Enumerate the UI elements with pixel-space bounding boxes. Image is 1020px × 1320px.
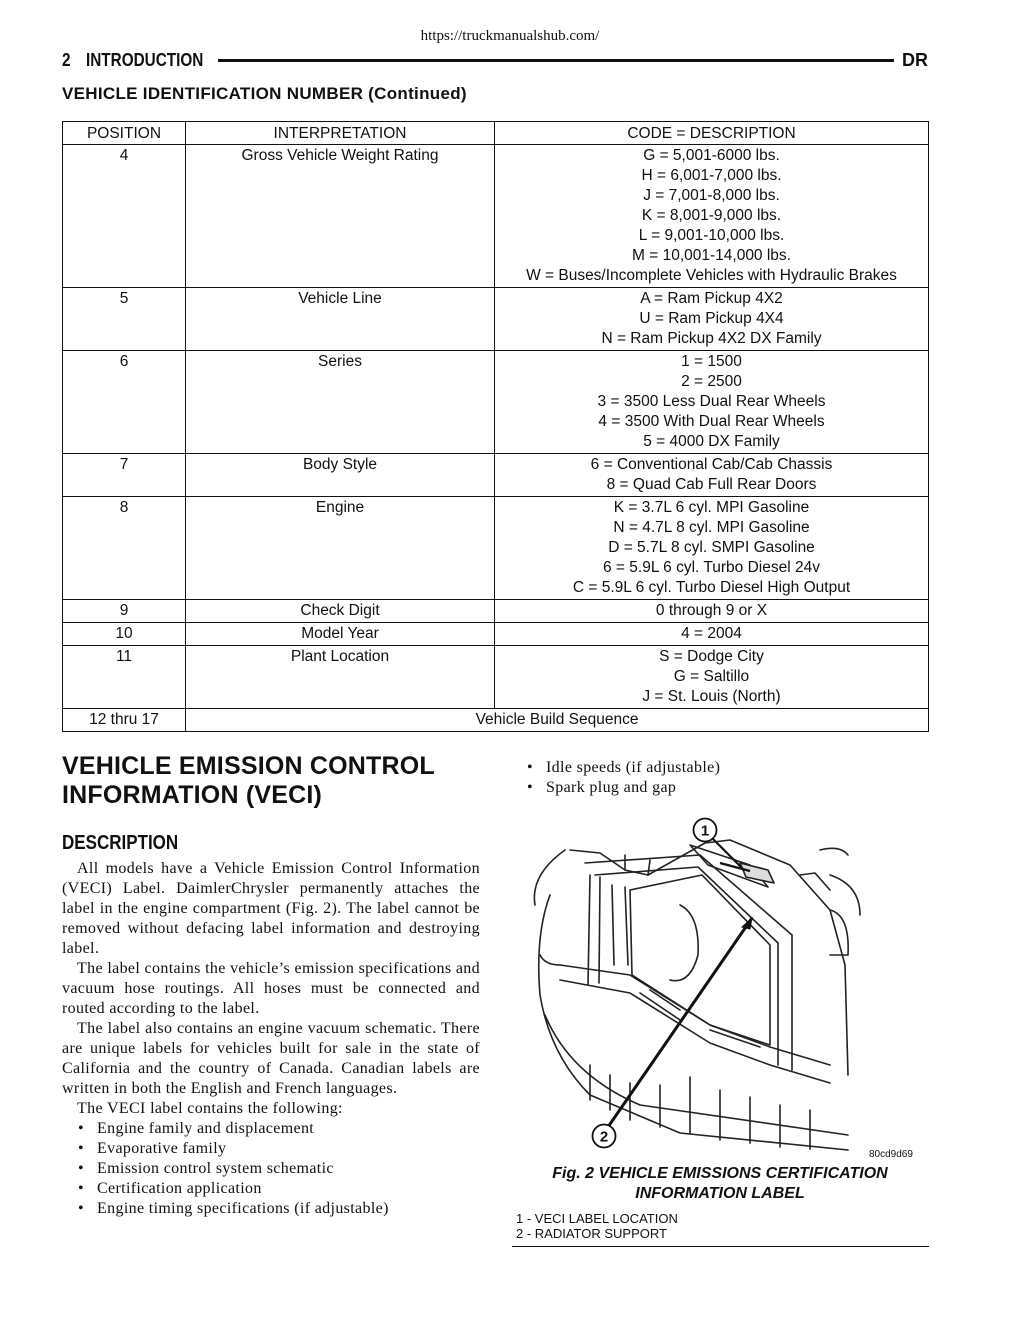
- interpretation-cell: Model Year: [186, 623, 495, 646]
- description-heading: DESCRIPTION: [62, 832, 179, 854]
- veci-contents-list-continued: [527, 758, 927, 798]
- table-row: [63, 623, 929, 646]
- table-row: [63, 709, 929, 732]
- code-line: S = Dodge City: [659, 648, 764, 665]
- table-row: [63, 145, 929, 288]
- paragraph: The label also contains an engine vacuum schematic. There are unique labels for vehicles built for sale in the state of California and the country of Canada. Canadian labels are written in both the English and French languages.: [62, 1020, 480, 1097]
- code-line: K = 3.7L 6 cyl. MPI Gasoline: [613, 499, 810, 516]
- code-line: 4 = 2004: [681, 625, 742, 642]
- legend-divider: [512, 1246, 929, 1247]
- code-line: 8 = Quad Cab Full Rear Doors: [606, 476, 817, 493]
- code-line: 2 = 2500: [681, 373, 742, 390]
- section-title: INTRODUCTION: [86, 49, 204, 70]
- callout-1-label: 1: [700, 822, 710, 840]
- list-item: • Engine family and displacement: [78, 1119, 480, 1139]
- list-item: • Spark plug and gap: [527, 778, 927, 798]
- header-rule: [218, 59, 894, 62]
- position-cell: 9: [63, 600, 186, 623]
- veci-section: [62, 752, 480, 1219]
- position-cell: 12 thru 17: [63, 709, 186, 732]
- code-line: 6 = 5.9L 6 cyl. Turbo Diesel 24v: [603, 559, 820, 576]
- interpretation-cell: Vehicle Line: [186, 288, 495, 351]
- list-item: • Certification application: [78, 1179, 480, 1199]
- veci-title: [62, 752, 480, 810]
- code-line: G = 5,001-6000 lbs.: [643, 147, 780, 164]
- code-line: C = 5.9L 6 cyl. Turbo Diesel High Output: [572, 579, 851, 596]
- code-line: 3 = 3500 Less Dual Rear Wheels: [597, 393, 826, 410]
- code-cell: [495, 646, 929, 709]
- legend-item: 2 - RADIATOR SUPPORT: [516, 1226, 667, 1241]
- paragraph: The label contains the vehicle’s emission specifications and vacuum hose routings. All hoses must be connected and routed according to the label.: [62, 960, 480, 1017]
- interpretation-cell: Engine: [186, 497, 495, 600]
- code-line: W = Buses/Incomplete Vehicles with Hydraulic Brakes: [526, 267, 897, 284]
- legend-item: 1 - VECI LABEL LOCATION: [516, 1211, 678, 1226]
- source-url[interactable]: https://truckmanualshub.com/: [420, 28, 600, 44]
- code-line: M = 10,001-14,000 lbs.: [632, 247, 791, 264]
- code-line: N = 4.7L 8 cyl. MPI Gasoline: [613, 519, 810, 536]
- veci-contents-list: [62, 1119, 480, 1219]
- code-cell: [495, 454, 929, 497]
- table-row: [63, 454, 929, 497]
- position-cell: 11: [63, 646, 186, 709]
- paragraph: The VECI label contains the following:: [77, 1100, 343, 1117]
- interpretation-cell: Body Style: [186, 454, 495, 497]
- position-cell: 8: [63, 497, 186, 600]
- figure-caption: [512, 1164, 928, 1204]
- code-cell: [495, 623, 929, 646]
- list-item: • Evaporative family: [78, 1139, 480, 1159]
- position-cell: 4: [63, 145, 186, 288]
- veci-label-illustration: [530, 815, 930, 1165]
- list-item: • Idle speeds (if adjustable): [527, 758, 927, 778]
- column-header-position: POSITION: [63, 122, 186, 145]
- interpretation-cell: Gross Vehicle Weight Rating: [186, 145, 495, 288]
- build-sequence-cell: Vehicle Build Sequence: [186, 709, 929, 732]
- table-row: [63, 600, 929, 623]
- page-header: [62, 49, 928, 71]
- position-cell: 6: [63, 351, 186, 454]
- code-cell: [495, 288, 929, 351]
- code-line: H = 6,001-7,000 lbs.: [641, 167, 782, 184]
- figure-caption-line1: Fig. 2 VEHICLE EMISSIONS CERTIFICATION: [552, 1165, 888, 1182]
- position-cell: 5: [63, 288, 186, 351]
- table-row: [63, 497, 929, 600]
- code-line: G = Saltillo: [673, 668, 750, 685]
- figure-caption-line2: INFORMATION LABEL: [635, 1185, 805, 1202]
- code-line: U = Ram Pickup 4X4: [639, 310, 784, 327]
- code-line: 6 = Conventional Cab/Cab Chassis: [590, 456, 833, 473]
- figure-code: 80cd9d69: [869, 1149, 913, 1160]
- code-line: 1 = 1500: [681, 353, 742, 370]
- position-cell: 10: [63, 623, 186, 646]
- code-line: A = Ram Pickup 4X2: [640, 290, 783, 307]
- code-line: L = 9,001-10,000 lbs.: [638, 227, 785, 244]
- code-line: J = 7,001-8,000 lbs.: [643, 187, 780, 204]
- code-cell: [495, 351, 929, 454]
- code-line: N = Ram Pickup 4X2 DX Family: [601, 330, 822, 347]
- callout-2-label: 2: [599, 1128, 609, 1146]
- model-code: DR: [902, 49, 928, 70]
- page-number: 2: [62, 49, 71, 70]
- engine-compartment-drawing: [530, 815, 930, 1165]
- code-line: 5 = 4000 DX Family: [643, 433, 780, 450]
- table-header-row: [63, 122, 929, 145]
- code-cell: [495, 600, 929, 623]
- vin-table: [62, 121, 929, 732]
- code-cell: [495, 145, 929, 288]
- interpretation-cell: Series: [186, 351, 495, 454]
- code-cell: [495, 497, 929, 600]
- interpretation-cell: Plant Location: [186, 646, 495, 709]
- interpretation-cell: Check Digit: [186, 600, 495, 623]
- code-line: J = St. Louis (North): [642, 688, 781, 705]
- paragraph: All models have a Vehicle Emission Control Information (VECI) Label. DaimlerChrysler permanently attaches the label in the engine compartment (Fig. 2). The label cannot be removed without defacing label information and destroying label.: [62, 860, 480, 957]
- code-line: 0 through 9 or X: [655, 602, 768, 619]
- code-line: K = 8,001-9,000 lbs.: [641, 207, 782, 224]
- list-item: • Engine timing specifications (if adjustable): [78, 1199, 480, 1219]
- continued-title: VEHICLE IDENTIFICATION NUMBER (Continued): [62, 84, 467, 103]
- veci-title-line2: INFORMATION (VECI): [62, 781, 323, 809]
- list-item: • Emission control system schematic: [78, 1159, 480, 1179]
- table-row: [63, 288, 929, 351]
- code-line: 4 = 3500 With Dual Rear Wheels: [598, 413, 825, 430]
- table-row: [63, 351, 929, 454]
- table-row: [63, 646, 929, 709]
- veci-title-line1: VEHICLE EMISSION CONTROL: [62, 752, 435, 780]
- code-line: D = 5.7L 8 cyl. SMPI Gasoline: [608, 539, 815, 556]
- column-header-code: CODE = DESCRIPTION: [495, 122, 929, 145]
- position-cell: 7: [63, 454, 186, 497]
- column-header-interpretation: INTERPRETATION: [186, 122, 495, 145]
- figure-legend: [516, 1211, 678, 1241]
